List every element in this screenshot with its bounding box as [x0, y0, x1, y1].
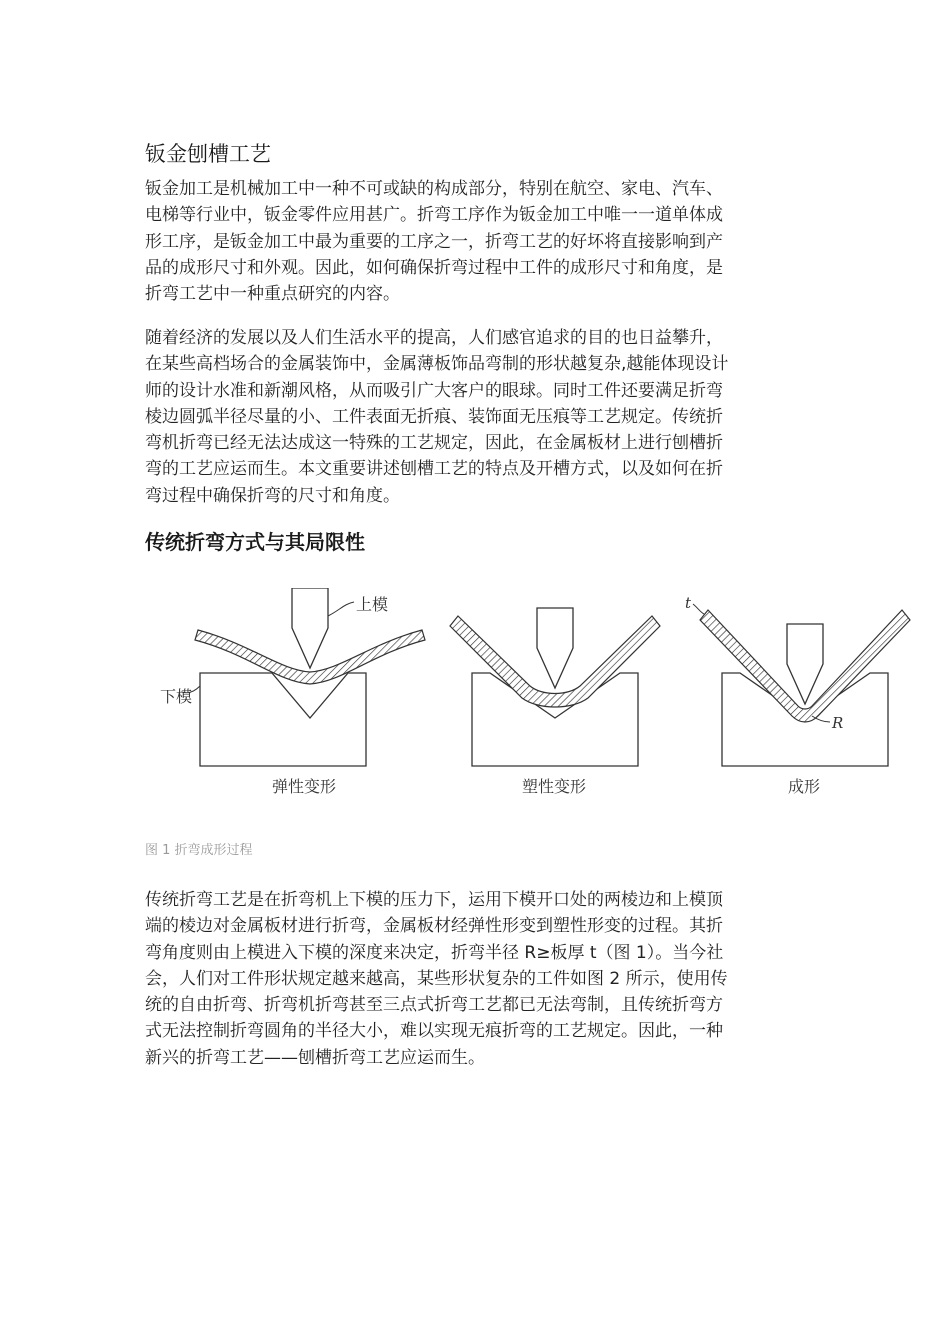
paragraph-line: 传统折弯工艺是在折弯机上下模的压力下，运用下模开口处的两棱边和上模顶 — [145, 890, 723, 910]
stage-plastic-label: 塑性变形 — [522, 777, 587, 796]
upper-die-shape — [537, 608, 573, 688]
paragraph-line: 会，人们对工件形状规定越来越高，某些形状复杂的工件如图 2 所示，使用传 — [145, 968, 728, 989]
paragraph-background — [145, 325, 810, 509]
paragraph-line: 形工序，是钣金加工中最为重要的工序之一，折弯工艺的好坏将直接影响到产 — [145, 231, 723, 252]
stage-elastic-diagram — [160, 588, 425, 796]
radius-label: R — [832, 714, 844, 732]
paragraph-line: 品的成形尺寸和外观。因此，如何确保折弯过程中工件的成形尺寸和角度，是 — [145, 257, 723, 278]
paragraph-line: 弯的工艺应运而生。本文重要讲述刨槽工艺的特点及开槽方式，以及如何在折 — [145, 459, 723, 480]
upper-die-shape — [787, 624, 823, 704]
paragraph-line: 在某些高档场合的金属装饰中，金属薄板饰品弯制的形状越复杂,越能体现设计 — [145, 354, 729, 375]
page-title: 钣金刨槽工艺 — [145, 142, 271, 166]
paragraph-line: 棱边圆弧半径尽量的小、工件表面无折痕、装饰面无压痕等工艺规定。传统折 — [145, 406, 723, 427]
paragraph-line: 弯过程中确保折弯的尺寸和角度。 — [145, 485, 400, 506]
stage-forming-diagram — [685, 594, 910, 796]
stage-forming-label: 成形 — [788, 777, 821, 796]
stage-elastic-label: 弹性变形 — [272, 777, 337, 796]
paragraph-traditional-bending — [145, 887, 810, 1071]
paragraph-line: 新兴的折弯工艺——刨槽折弯工艺应运而生。 — [145, 1047, 485, 1068]
upper-die-label: 上模 — [356, 595, 389, 614]
paragraph-line: 折弯工艺中一种重点研究的内容。 — [145, 284, 400, 305]
paragraph-line: 随着经济的发展以及人们生活水平的提高，人们感官追求的目的也日益攀升， — [145, 328, 723, 348]
paragraph-line: 端的棱边对金属板材进行折弯，金属板材经弹性形变到塑性形变的过程。其折 — [145, 916, 723, 937]
figure-caption: 图 1 折弯成形过程 — [145, 843, 253, 858]
paragraph-line: 师的设计水准和新潮风格，从而吸引广大客户的眼球。同时工件还要满足折弯 — [145, 380, 723, 401]
paragraph-line: 弯机折弯已经无法达成这一特殊的工艺规定，因此，在金属板材上进行刨槽折 — [145, 433, 723, 454]
paragraph-line: 电梯等行业中，钣金零件应用甚广。折弯工序作为钣金加工中唯一一道单体成 — [145, 205, 723, 226]
stage-plastic-diagram — [450, 608, 660, 796]
lower-die-label: 下模 — [160, 687, 193, 706]
section-heading: 传统折弯方式与其局限性 — [145, 530, 365, 554]
paragraph-line: 统的自由折弯、折弯机折弯甚至三点式折弯工艺都已无法弯制，且传统折弯方 — [145, 995, 723, 1016]
bending-process-figure — [160, 588, 920, 808]
thickness-label: t — [685, 594, 692, 612]
paragraph-line: 式无法控制折弯圆角的半径大小，难以实现无痕折弯的工艺规定。因此，一种 — [145, 1021, 723, 1042]
paragraph-line: 弯角度则由上模进入下模的深度来决定，折弯半径 R≥板厚 t（图 1）。当今社 — [145, 942, 724, 963]
lower-die-shape — [200, 673, 366, 766]
paragraph-line: 钣金加工是机械加工中一种不可或缺的构成部分，特别在航空、家电、汽车、 — [145, 179, 723, 199]
paragraph-intro — [145, 176, 810, 307]
upper-die-shape — [292, 588, 328, 668]
